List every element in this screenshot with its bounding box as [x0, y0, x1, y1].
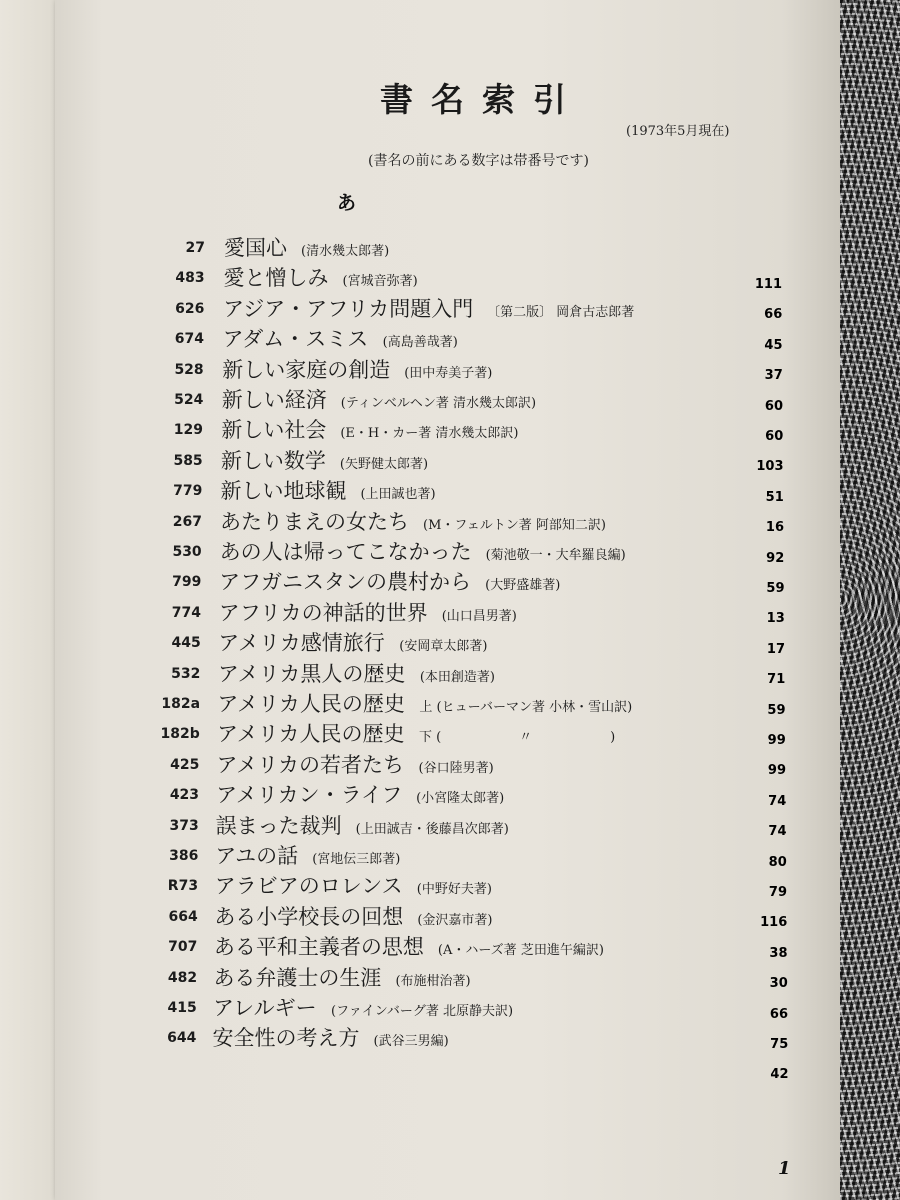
entry-author: (田中寿美子著) [404, 365, 493, 381]
title-date-note: (1973年5月現在) [626, 124, 730, 139]
entry-number: 799 [172, 574, 202, 591]
entry-author: (矢野健太郎著) [339, 456, 429, 472]
entry-page-number: 66 [764, 307, 783, 323]
entry-number: 415 [167, 1000, 197, 1016]
entry-number: 182a [161, 696, 201, 712]
entry-author: (A・ハーズ著 芝田進午編訳) [437, 943, 604, 959]
entry-title: 新しい家庭の創造 [222, 357, 391, 382]
entry-title: あの人は帰ってこなかった [219, 540, 472, 564]
entry-number: 779 [173, 483, 203, 500]
entry-number: 445 [171, 635, 201, 652]
entry-page-number: 74 [768, 824, 787, 840]
entry-title: 誤まった裁判 [215, 813, 342, 838]
entry-author: (M・フェルトン著 阿部知二訳) [423, 517, 606, 533]
entry-page-number: 103 [756, 459, 784, 475]
entry-page-number: 75 [770, 1037, 789, 1052]
entry-page-number: 45 [764, 337, 783, 353]
entry-page-number: 99 [767, 733, 786, 748]
entry-author: (高島善哉著) [382, 335, 458, 351]
entry-number: 626 [175, 300, 205, 317]
entry-page-number: 111 [754, 277, 782, 292]
entry-author: (上田誠也著) [360, 487, 436, 503]
entry-title: 新しい地球観 [220, 479, 347, 504]
page-title: 書名索引 [380, 80, 584, 119]
entry-page-number: 71 [767, 672, 786, 688]
entry-number: 129 [173, 422, 204, 439]
entry-author: (ファインバーグ著 北原静夫訳) [331, 1004, 514, 1019]
entry-page-number: 60 [764, 398, 783, 414]
entry-page-number: 42 [770, 1067, 789, 1083]
entry-page-number: 38 [769, 945, 788, 961]
entry-author: (清水幾太郎著) [301, 244, 390, 259]
entry-author: (金沢嘉市著) [417, 912, 493, 928]
entry-author: 上 (ヒューバーマン著 小林・雪山訳) [419, 700, 633, 715]
entry-number: 423 [169, 787, 200, 804]
entry-title: 新しい数学 [220, 448, 326, 473]
entry-title: ある小学校長の回想 [214, 904, 404, 929]
entry-page-number: 37 [764, 368, 783, 384]
entry-title: アメリカの若者たち [216, 752, 405, 777]
entry-author: (E・H・カー著 清水幾太郎訳) [340, 426, 519, 442]
entry-page-number: 116 [760, 915, 788, 931]
entry-page-number: 79 [768, 885, 787, 900]
entry-author: (宮地伝三郎著) [312, 852, 401, 867]
entry-page-number: 60 [765, 429, 784, 444]
entry-page-number: 92 [766, 550, 785, 566]
entry-author: (山口昌男著) [441, 608, 517, 624]
entry-number: 386 [169, 848, 199, 864]
entry-title: アユの話 [215, 844, 299, 868]
entry-title: アメリカ人民の歴史 [217, 692, 405, 716]
entry-author: (大野盛雄著) [485, 578, 561, 594]
entry-number: 644 [167, 1030, 197, 1047]
entry-title: ある平和主義者の思想 [213, 935, 424, 960]
entry-author: 〔第二版〕 岡倉古志郎著 [487, 304, 635, 320]
entry-author: (本田創造著) [419, 669, 495, 685]
entry-number: 373 [169, 817, 199, 834]
entry-author: (宮城音弥著) [342, 274, 418, 290]
entry-number: 664 [168, 908, 198, 925]
entry-author: (安岡章太郎著) [399, 639, 488, 655]
entry-title: ある弁護士の生涯 [213, 965, 382, 990]
entry-author: (菊池敬一・大牟羅良編) [485, 548, 626, 563]
entry-title: アメリカ黒人の歴史 [217, 661, 406, 686]
entry-page-number: 99 [767, 763, 786, 779]
entry-number: 585 [173, 452, 203, 469]
entry-title: アメリカン・ライフ [216, 783, 403, 808]
entry-number: 267 [172, 513, 203, 530]
entry-title: アレルギー [213, 996, 317, 1020]
entry-number: 524 [174, 392, 204, 408]
entry-number: 482 [167, 969, 198, 986]
index-entry [0, 232, 900, 262]
entry-title: あたりまえの女たち [220, 509, 410, 534]
entry-number: 532 [171, 665, 201, 682]
entry-author: (中野好夫著) [416, 882, 492, 898]
entry-title: アフリカの神話的世界 [218, 600, 428, 625]
entry-author: 下 ( 〃 ) [418, 730, 616, 746]
entry-number: 674 [174, 331, 204, 348]
entry-author: (上田誠吉・後藤昌次郎著) [355, 821, 509, 837]
entry-author: (谷口陸男著) [418, 760, 494, 776]
entry-title: アメリカ人民の歴史 [216, 722, 405, 747]
entry-title: 愛と憎しみ [223, 266, 329, 291]
entry-page-number: 66 [769, 1006, 788, 1022]
entry-title: アラビアのロレンス [214, 874, 403, 899]
entry-page-number: 74 [768, 793, 787, 809]
entry-author: (布施柑治著) [395, 973, 471, 989]
entry-number: 707 [168, 939, 198, 956]
entry-number: 530 [172, 544, 202, 560]
entry-page-number: 51 [765, 489, 784, 505]
entry-page-number: 16 [765, 520, 784, 536]
entry-author: (ティンベルヘン著 清水幾太郎訳) [340, 396, 537, 411]
entry-title: アフガニスタンの農村から [219, 570, 471, 595]
entry-title: 愛国心 [224, 236, 287, 260]
entry-number: 483 [175, 270, 205, 287]
entry-number: 774 [171, 604, 202, 621]
entry-number: 27 [185, 240, 205, 256]
entry-title: 新しい経済 [221, 388, 327, 412]
entry-title: 安全性の考え方 [212, 1026, 360, 1051]
entry-title: 新しい社会 [221, 418, 327, 443]
entry-page-number: 80 [768, 854, 787, 870]
entry-author: (武谷三男編) [373, 1034, 449, 1050]
section-heading: あ [337, 192, 357, 214]
page-folio: 1 [778, 1158, 791, 1179]
entry-page-number: 59 [766, 581, 785, 596]
entry-title: アダム・スミス [222, 327, 369, 352]
entry-author: (小宮隆太郎著) [416, 791, 505, 807]
entry-title: アメリカ感情旅行 [218, 631, 385, 656]
entry-page-number: 59 [767, 702, 786, 718]
page-subtitle: (書名の前にある数字は帯番号です) [368, 153, 589, 169]
entry-number: 425 [170, 756, 200, 773]
entry-title: アジア・アフリカ問題入門 [223, 296, 474, 321]
entry-number: 528 [174, 361, 204, 378]
entry-page-number: 13 [766, 611, 785, 627]
entry-number: 182b [160, 726, 200, 743]
entry-number: R73 [167, 878, 199, 895]
entry-page-number: 17 [766, 641, 785, 657]
entry-page-number: 30 [769, 976, 788, 992]
